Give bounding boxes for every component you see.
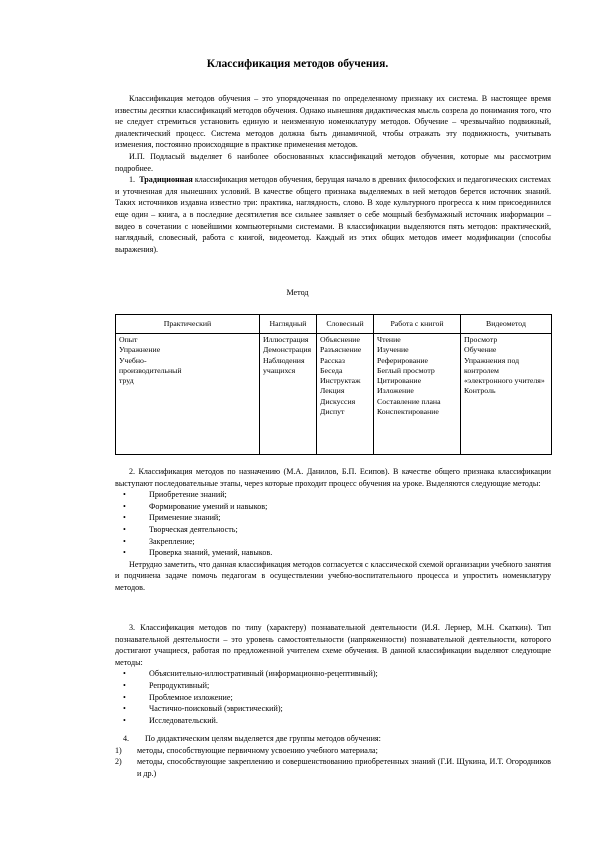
cell-item: Изложение bbox=[377, 386, 414, 396]
cell-item: Объяснение bbox=[320, 335, 360, 344]
cell-item: Дискуссия bbox=[320, 396, 356, 406]
cell-item: Конспектирование bbox=[377, 407, 439, 417]
cell-item: Рассказ bbox=[320, 355, 345, 365]
item-number: 4. bbox=[123, 734, 130, 743]
cell-item: Учебно-производительный труд bbox=[119, 355, 182, 386]
cell-item: Разъяснение bbox=[320, 345, 362, 355]
table-cell bbox=[260, 334, 317, 455]
list-item: • Проверка знаний, умений, навыков. bbox=[123, 547, 551, 559]
list-item: • Формирование умений и навыков; bbox=[123, 501, 551, 513]
table-cell bbox=[374, 334, 461, 455]
section-2-paragraph: 2. Классификация методов по назначению (М.А. Данилов, Б.П. Есипов). В качестве общего признака классификации выступают последовательные этапы, через которые проходит процесс обучения на уроке. Выделяются следующие методы: bbox=[115, 467, 551, 488]
cell-item: Инструктаж bbox=[320, 376, 361, 386]
section-2-conclusion: Нетрудно заметить, что данная классификация методов согласуется с классической схемой организации учебного занятия и подчинена задаче помочь педагогам в осуществлении учебно-воспитательного процесса и упростить номенклатуру методов. bbox=[115, 559, 551, 592]
item-number: 1. bbox=[129, 175, 136, 185]
cell-item: Иллюстрация bbox=[263, 335, 309, 344]
intro-paragraph-1: Классификация методов обучения – это упорядоченная по определенному признаку их система. В настоящее время известны десятки классификаций методов обучения. Однако нынешняя дидактическая мысль созрела до понимания того, что не следует стремиться установить единую и неизменную номенклатуру методов. Обучение – чрезвычайно подвижный, диалектический процесс. Система методов должна быть динамичной, чтобы отражать эту подвижность, учитывать изменения, постоянно происходящие в практике применения методов. bbox=[115, 94, 551, 150]
table-caption: Метод bbox=[286, 288, 309, 297]
numbered-list bbox=[115, 733, 551, 779]
list-item bbox=[115, 745, 551, 757]
cell-item: Упражнения под контролем «электронного учителя» bbox=[464, 355, 545, 386]
table-row bbox=[116, 334, 552, 455]
cell-item: Составление плана bbox=[377, 396, 441, 406]
list-item: • Репродуктивный; bbox=[123, 680, 551, 692]
intro-section bbox=[115, 93, 551, 255]
methods-table bbox=[115, 314, 552, 455]
bold-term: Традиционная bbox=[139, 175, 193, 185]
cell-item: Чтение bbox=[377, 335, 401, 344]
section-3 bbox=[115, 622, 551, 726]
item-text: методы, способствующие закреплению и совершенствованию приобретенных знаний (Г.И. Щукина, И.Т. Огородников и др.) bbox=[137, 757, 551, 778]
table-header-cell: Практический bbox=[116, 315, 260, 334]
document-title: Классификация методов обучения. bbox=[206, 58, 389, 70]
intro-paragraph-2: И.П. Подласый выделяет 6 наиболее обоснованных классификаций методов обучения, которые мы рассмотрим подробнее. bbox=[115, 151, 551, 173]
cell-item: Диспут bbox=[320, 407, 345, 417]
cell-item: Изучение bbox=[377, 345, 409, 355]
item-number: 2) bbox=[115, 757, 122, 767]
list-item: • Частично-поисковый (эвристический); bbox=[123, 703, 551, 715]
cell-item: Просмотр bbox=[464, 335, 498, 344]
table-header-cell: Словесный bbox=[317, 315, 374, 334]
cell-item: Реферирование bbox=[377, 355, 429, 365]
item-number: 1) bbox=[115, 745, 122, 755]
item-text: По дидактическим целям выделяется две группы методов обучения: bbox=[145, 734, 381, 743]
item-text: методы, способствующие первичному усвоению учебного материала; bbox=[137, 745, 378, 755]
cell-item: Демонстрация bbox=[263, 345, 312, 355]
list-item: • Проблемное изложение; bbox=[123, 692, 551, 704]
table-cell bbox=[461, 334, 552, 455]
section-4 bbox=[115, 733, 551, 779]
bullet-list bbox=[115, 668, 551, 726]
bullet-list bbox=[115, 489, 551, 559]
cell-item: Упражнение bbox=[119, 345, 161, 355]
table-header-row bbox=[116, 315, 552, 334]
list-item: • Приобретение знаний; bbox=[123, 489, 551, 501]
cell-item: Беглый просмотр bbox=[377, 365, 435, 375]
list-item: • Применение знаний; bbox=[123, 512, 551, 524]
table-header-cell: Работа с книгой bbox=[374, 315, 461, 334]
cell-item: Контроль bbox=[464, 386, 496, 396]
list-item: • Исследовательский. bbox=[123, 715, 551, 727]
intro-paragraph-3 bbox=[115, 174, 551, 255]
list-item bbox=[115, 756, 551, 779]
section-3-paragraph: 3. Классификация методов по типу (характеру) познавательной деятельности (И.Я. Лернер, М.Н. Скаткин). Тип познавательной деятельности – это уровень самостоятельности (напряженности) познавательной деятельности, которого достигают учащиеся, работая по предложенной учителем схеме обучения. В данной классификации выделяют следующие методы: bbox=[115, 623, 551, 667]
cell-item: Цитирование bbox=[377, 376, 422, 386]
list-item bbox=[123, 733, 551, 745]
table-header-cell: Наглядный bbox=[260, 315, 317, 334]
list-item: • Творческая деятельность; bbox=[123, 524, 551, 536]
section-2 bbox=[115, 466, 551, 594]
cell-item: Наблюдения учащихся bbox=[263, 355, 305, 375]
table-cell bbox=[317, 334, 374, 455]
cell-item: Обучение bbox=[464, 345, 497, 355]
cell-item: Опыт bbox=[119, 335, 138, 344]
paragraph-text: классификация методов обучения, берущая начало в древних философских и педагогических системах и уточненная для нынешних условий. В качестве общего признака выделяемых в ней методов берется источник знаний. Таких источников издавна известно три: практика, наглядность, слово. В ходе культурного прогресса к ним присоединился еще один – книга, а в последние десятилетия все сильнее заявляет о себе мощный безбумажный источник информации – видео в сочетании с новейшими компьютерными системами. В классификации выделяются пять методов: практический, наглядный, словесный, работа с книгой, видеометод. Каждый из этих общих методов имеет модификации (способы выражения). bbox=[115, 175, 551, 254]
list-item: • Объяснительно-иллюстративный (информационно-рецептивный); bbox=[123, 668, 551, 680]
list-item: • Закрепление; bbox=[123, 536, 551, 548]
cell-item: Беседа bbox=[320, 365, 343, 375]
cell-item: Лекция bbox=[320, 386, 345, 396]
table-header-cell: Видеометод bbox=[461, 315, 552, 334]
table-cell bbox=[116, 334, 260, 455]
